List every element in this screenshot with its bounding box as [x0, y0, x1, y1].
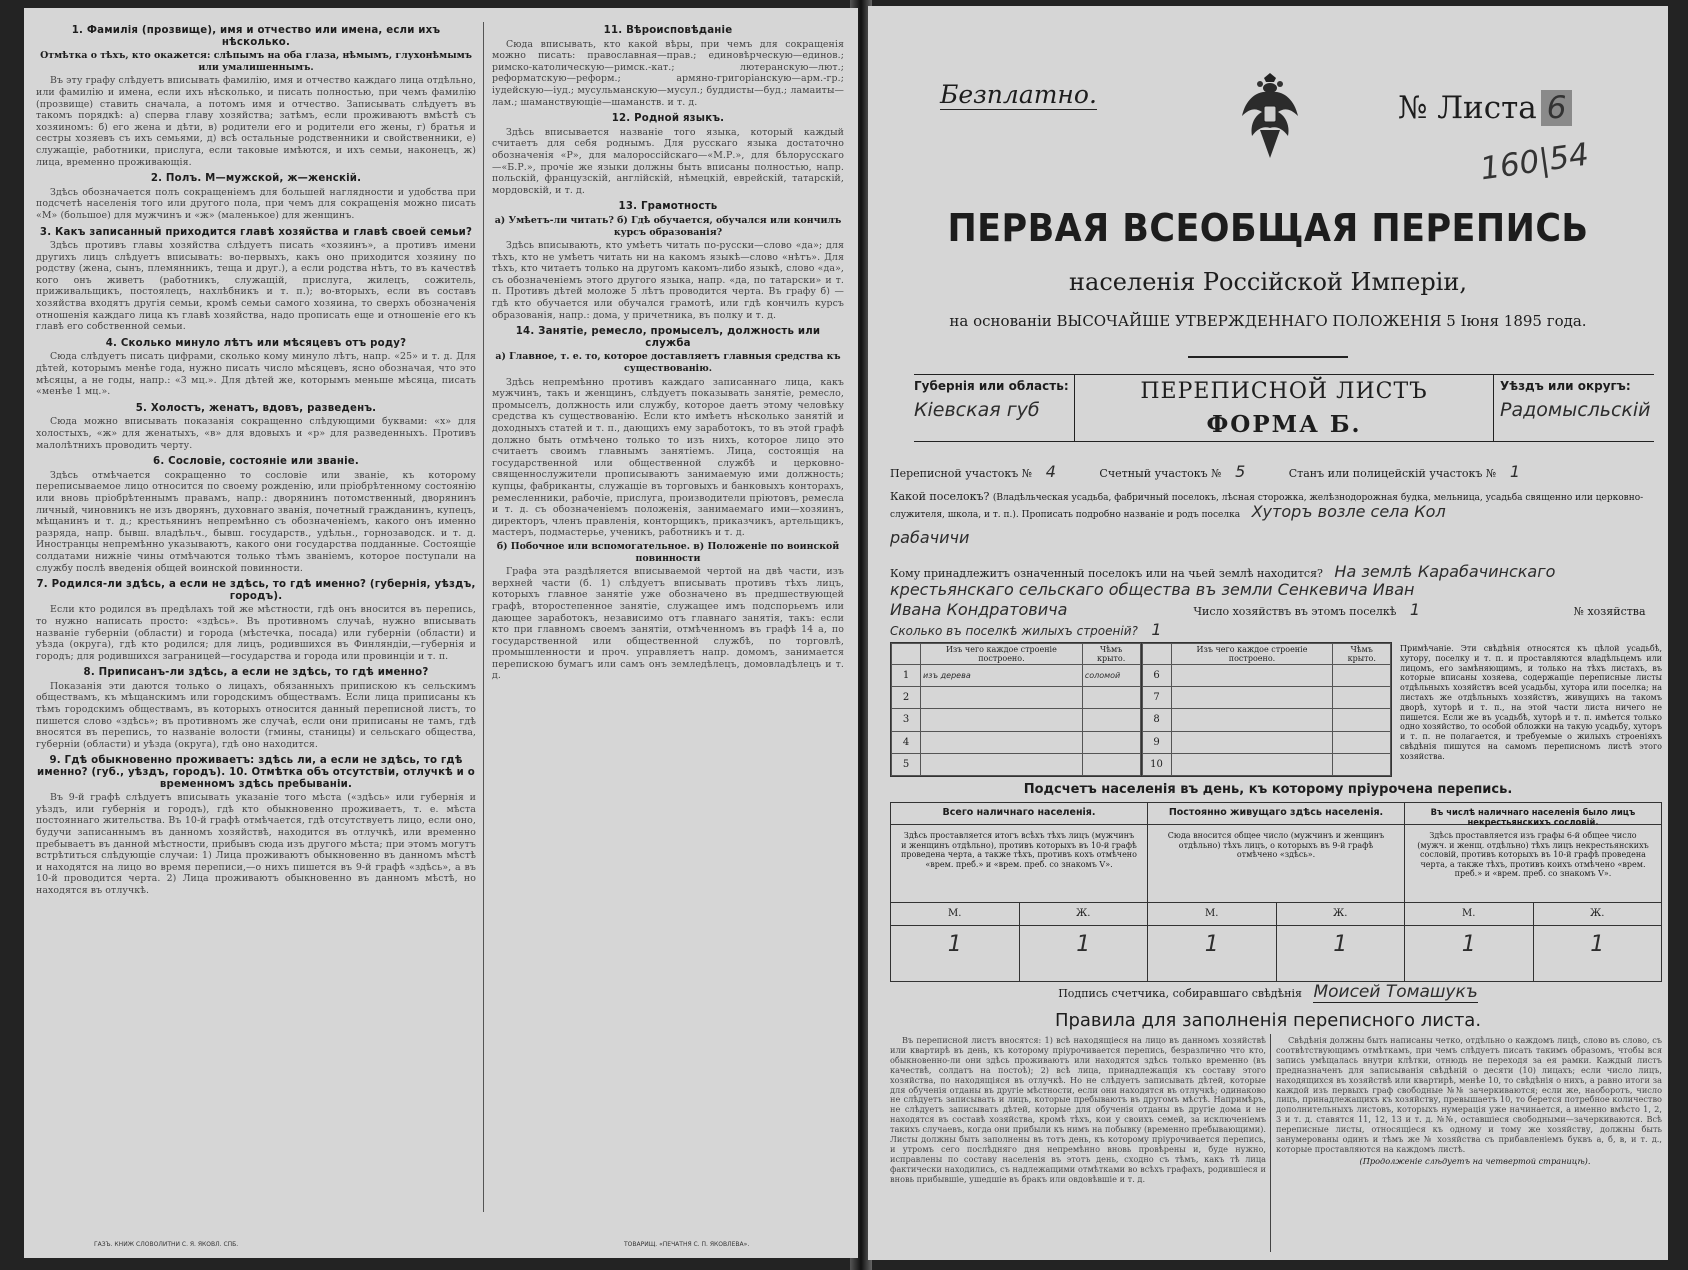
instruction-text: Сюда можно вписывать показанія сокращенно слѣдующими буквами: «х» для холостыхъ, «ж» для женатыхъ, «в» для вдовыхъ и «р» для разведенныхъ. Противъ малолѣтнихъ проводить черту. — [36, 416, 476, 451]
instruction-subheading: Отмѣтка о тѣхъ, кто окажется: слѣпымъ на оба глаза, нѣмымъ, глухонѣмымъ или умалишеннымъ. — [40, 50, 472, 73]
table-row: 4 — [892, 731, 1141, 753]
instruction-text: Показанія эти даются только о лицахъ, обязанныхъ припискою къ сельскимъ обществамъ, къ мѣщанскимъ или городскимъ обществамъ. Если лица приписаны къ тѣмъ городскимъ обществамъ, въ которыхъ относится данный переписной листъ, то пишется слово «здѣсь»; въ противномъ же случаѣ, если они приписаны не тамъ, гдѣ вносятся въ перепись, то названіе волости (гмины, станицы) и сельскаго общества, губерніи (области) и уѣзда (округа), гдѣ оно находится. — [36, 680, 476, 750]
material-header: Изъ чего каждое строеніе построено. — [921, 644, 1083, 665]
material-cell: изъ дерева — [921, 665, 1083, 687]
table-row: 5 — [892, 753, 1141, 775]
instruction-subheading: б) Побочное или вспомогательное. в) Положеніе по воинской повинности — [496, 540, 840, 564]
instruction-heading: 5. Холостъ, женатъ, вдовъ, разведенъ. — [135, 402, 377, 414]
count-value: 1 — [1148, 926, 1277, 981]
instruction-text: Здѣсь вписывается названіе того языка, который каждый считаетъ для себя роднымъ. Для русскаго языка достаточно обозначенія «Р», для малороссійскаго—«М.Р.», для бѣлорусскаго—«Б.Р.», прочіе же языки должны быть вписаны полностью, напр. польскій, французскій, англійскій, нѣмецкій, еврейскій, татарскій, мордовскій, и т. д. — [492, 126, 844, 196]
instruction-text: Здѣсь обозначается полъ сокращеніемъ для большей наглядности и удобства при подсчетѣ населенія того или другого пола, при чемъ для сокращенія можно писать «М» (большое) для мужчинъ и «ж» (маленькое) для женщинъ. — [36, 186, 476, 221]
signature-value: Моисей Томашукъ — [1313, 982, 1478, 1002]
owner-row — [890, 562, 1660, 581]
buildings-table — [890, 642, 1392, 777]
table-row: 3 — [892, 709, 1141, 731]
table-row: 10 — [1142, 753, 1391, 775]
material-header: Изъ чего каждое строеніе построено. — [1171, 644, 1333, 665]
rules-column-left: Въ переписной листъ вносятся: 1) всѣ находящіеся на лицо въ данномъ хозяйствѣ или квартирѣ въ день, къ которому пріурочивается перепись, безразлично что кто, обыкновенно-ли они здѣсь проживаютъ или находятся здѣсь только временно (въ качествѣ, солдатъ на постоѣ); 2) всѣ лица, принадлежащія къ составу этого хозяйства, по находящіяся въ отлучкѣ. Но не слѣдуетъ записывать дѣтей, которые для обученія отданы въ другіе мѣстности, если они находятся въ отлучкѣ; одинаково не слѣдуетъ записывать и лицъ, которые пребываютъ въ другомъ мѣстѣ. Напримѣръ, не слѣдуетъ записывать дѣтей, которые для обученія отданы въ другіе дома и не находятся въ составѣ хозяйства, кромѣ тѣхъ, кои у своихъ семей, за исключеніемъ такихъ случаевъ, когда они прибыли къ нимъ на побывку (временно пребывающими). Листы должны быть заполнены въ тотъ день, къ которому пріурочивается перепись, и утромъ сего послѣдняго дня непремѣнно вновь провѣрены и, буде нужно, исправлены по составу населенія въ этотъ день, сходно съ тѣмъ, какъ тѣ лица фактически находились, съ надлежащими отмѣтками во всѣхъ графахъ, родившіеся и вновь прибывшіе, ушедшіе въ бракъ или овдовѣвшіе и т. д. — [890, 1036, 1266, 1184]
census-sheet-header — [914, 374, 1654, 442]
count-value: 1 — [1076, 932, 1091, 957]
free-of-charge-label: Безплатно. — [940, 80, 1097, 109]
column-divider — [483, 22, 484, 1212]
dwellings-label: Сколько въ поселкѣ жилыхъ строеній? — [890, 624, 1138, 638]
rules-title: Правила для заполненія переписного листа. — [1054, 1010, 1482, 1031]
count-value: 1 — [1405, 926, 1534, 981]
instruction-heading: 8. Приписанъ-ли здѣсь, а если не здѣсь, то гдѣ именно? — [83, 667, 429, 679]
count-value: 1 — [1590, 932, 1605, 957]
gubernia-field — [914, 375, 1075, 441]
count-column-non-peasant: Въ числѣ наличнаго населенія было лицъ некрестьянскихъ сословій. Здѣсь проставляется изъ графы 6-й общее число (мужч. и женщ. отдѣльно) тѣхъ лицъ некрестьянскихъ сословій, противъ которыхъ въ 10-й графѣ проведена черта, а также тѣхъ, противъ коихъ отмѣчено «врем. преб.» и «врем. преб. со знакомъ V». М. Ж. 1 1 — [1405, 803, 1661, 981]
instruction-heading: 4. Сколько минуло лѣтъ или мѣсяцевъ отъ роду? — [105, 337, 407, 349]
instruction-subheading: а) Умѣетъ-ли читать? б) Гдѣ обучается, обучался или кончилъ курсъ образованія? — [494, 214, 842, 238]
instruction-text: Здѣсь отмѣчается сокращенно то сословіе или званіе, къ которому переписываемое лицо относится по своему рожденію, или пріобрѣтенному состоянію или вновь пріобрѣтеннымъ правамъ, напр.: дворянинъ потомственный, дворянинъ личный, чиновникъ не изъ дворянъ, духовнаго званія, почетный гражданинъ, купецъ, мѣщанинъ и т. д.; крестьянинъ непремѣнно съ обозначеніемъ, какого онъ именно разряда, напр. бывш. владѣльч., бывш. государств., удѣльн., горнозаводск. и т. д. Иностранцы непремѣнно указываютъ, какого они государства подданные. Состоящіе солдатами нижніе чины отмѣчаются только тѣмъ званіемъ, которое поступали на службу послѣ введенія общей воинской повинности. — [36, 469, 476, 574]
instruction-heading: 9. Гдѣ обыкновенно проживаетъ: здѣсь ли, а если не здѣсь, то гдѣ именно? (губ., уѣздъ, городъ). 10. Отмѣтка объ отсутствіи, отлучкѣ и о временномъ здѣсь пребываніи. — [37, 755, 475, 790]
roof-cell: соломой — [1082, 665, 1140, 687]
roof-header: Чѣмъ крыто. — [1082, 644, 1140, 665]
instruction-text: Въ эту графу слѣдуетъ вписывать фамилію, имя и отчество каждаго лица отдѣльно, или фамилію и имена, если ихъ нѣсколько, и писать полностью, при чемъ фамилію (прозвище) ставить сначала, а потомъ имя и отчество. Записывать слѣдуетъ въ такомъ порядкѣ: а) сперва главу хозяйства; затѣмъ, если проживаютъ вмѣстѣ съ хозяиномъ: б) его жена и дѣти, в) родители его и родители его жены, г) братья и сестры хозяевъ съ ихъ семьями, д) всѣ остальные родственники и свойственники, е) служащіе, работники, прислуга, если таковые имѣются, и ихъ семьи, наконецъ, ж) лица, временно проживающія. — [36, 75, 476, 168]
settlement-value-2: рабачичи — [890, 528, 970, 547]
census-form-page — [868, 6, 1668, 1260]
owner-value-2: крестьянскаго сельскаго общества въ земли Сенкевича Иван — [890, 580, 1415, 599]
uezd-field — [1493, 375, 1654, 441]
table-row: 9 — [1142, 731, 1391, 753]
population-count-title: Подсчетъ населенія въ день, къ которому пріурочена перепись. — [1023, 782, 1513, 797]
sheet-number-value: 6 — [1541, 90, 1573, 126]
signature-label: Подпись счетчика, собиравшаго свѣдѣнія — [1058, 987, 1302, 1000]
instruction-heading: 2. Полъ. М—мужской, ж—женскій. — [150, 173, 362, 185]
left-page — [24, 8, 858, 1258]
settlement-label: Какой поселокъ? — [890, 490, 990, 503]
form-subtitle: населенія Россійской Имперіи, — [1069, 268, 1467, 296]
instruction-text: Здѣсь непремѣнно противъ каждаго записаннаго лица, какъ мужчинъ, такъ и женщинъ, слѣдуетъ показывать занятіе, ремесло, промыселъ, должность или службу, которое даетъ этому человѣку средства къ существованію. Если кто имѣетъ нѣсколько занятій и доходныхъ статей и т. п., дающихъ ему заработокъ, то въ этой графѣ должно быть отмѣчено только то изъ нихъ, которое лицо это считаетъ своимъ главнымъ занятіемъ. Лица, состоящія на государственной или общественной службѣ и церковно-священнослужители прописываютъ занимаемую ими должность; купцы, фабриканты, служащіе въ торговыхъ и банковыхъ конторахъ, ремесленники, рабочіе, прислуга, производители пріютовъ, ремесла и т. д. съ обозначеніемъ положенія, занимаемаго ими—хозяинъ, директоръ, членъ правленія, конторщикъ, приказчикъ, артельщикъ, мастеръ, подмастерье, ученикъ, работникъ и т. д. — [492, 376, 844, 539]
sheet-number-label: № Листа — [1398, 90, 1537, 126]
count-value: 1 — [891, 926, 1020, 981]
owner-value-3: Ивана Кондратовича — [890, 600, 1068, 619]
district-numbers-row — [890, 462, 1660, 481]
settlement-note: (Владѣльческая усадьба, фабричный поселокъ, лѣсная сторожка, желѣзнодорожная будка, мельница, усадьба священно или церковно-служителя, школа, и т. п.). Прописать подробно названіе и родъ поселка — [890, 493, 1644, 520]
enumerator-signature-row — [868, 982, 1668, 1002]
instructions-column-left — [36, 20, 476, 1225]
form-decree-line: на основаніи ВЫСОЧАЙШЕ УТВЕРЖДЕННАГО ПОЛОЖЕНІЯ 5 Іюня 1895 года. — [949, 312, 1587, 330]
count-district-label: Счетный участокъ № — [1099, 467, 1222, 480]
buildings-table-right — [1142, 643, 1392, 776]
instruction-heading: 13. Грамотность — [618, 201, 718, 213]
count-district-value: 5 — [1235, 462, 1246, 481]
printer-note-right: ТОВАРИЩ. «ПЕЧАТНЯ С. П. ЯКОВЛЕВА». — [624, 1241, 750, 1248]
table-row: 2 — [892, 687, 1141, 709]
instruction-heading: 7. Родился-ли здѣсь, а если не здѣсь, то гдѣ именно? (губернія, уѣздъ, городъ). — [36, 579, 476, 602]
rules-divider — [1270, 1034, 1271, 1252]
gubernia-label: Губернія или область: — [914, 379, 1069, 393]
instruction-text: Сюда вписывать, кто какой вѣры, при чемъ для сокращенія можно писать: православная—прав.; единовѣрческую—единов.; римско-католическую—римск.-кат.; лютеранскую—лют.; реформатскую—реформ.; армяно-григоріанскую—арм.-гр.; іудейскую—іуд.; мусульманскую—мусул.; буддисты—буд.; ламаиты—лам.; шаманствующіе—шаманств. и т. д. — [492, 38, 844, 108]
table-row: 6 — [1142, 665, 1391, 687]
instructions-column-right — [492, 20, 844, 1225]
roof-header: Чѣмъ крыто. — [1333, 644, 1391, 665]
settlement-row — [890, 490, 1660, 522]
count-column-present: Всего наличнаго населенія. Здѣсь проставляется итогъ всѣхъ тѣхъ лицъ (мужчинъ и женщинъ отдѣльно), противъ которыхъ въ 10-й графѣ проведена черта, а также тѣхъ, противъ кохъ отмѣчено «врем. преб.» и «врем. преб. со знакомъ V». М. Ж. 1 1 — [891, 803, 1148, 981]
owner-label: Кому принадлежитъ означенный поселокъ или на чьей землѣ находится? — [890, 567, 1323, 580]
instruction-heading: 12. Родной языкъ. — [611, 113, 725, 125]
buildings-table-left — [891, 643, 1142, 776]
stan-value: 1 — [1509, 462, 1520, 481]
census-district-label: Переписной участокъ № — [890, 467, 1033, 480]
table-row: 1 изъ дерева соломой — [892, 665, 1141, 687]
uezd-label: Уѣздъ или округъ: — [1500, 379, 1631, 393]
census-district-value: 4 — [1045, 462, 1056, 481]
instruction-text: Здѣсь противъ главы хозяйства слѣдуетъ писать «хозяинъ», а противъ имени другихъ лицъ слѣдуетъ вписывать: во-первыхъ, какъ оно приходится хозяину по родству (жена, сынъ, племянникъ, теща и друг.), а если родства нѣтъ, то въ качествѣ кого онъ живетъ (работникъ, служащій, прислуга, жилецъ, сожитель, приживальщикъ, постоялецъ, нахлѣбникъ и т. п.); во-вторыхъ, если въ составъ хозяйства входятъ другія семьи, кромѣ семьи самого хозяина, то сверхъ обозначенія отношенія каждаго лица къ главѣ хозяйства, надо прописать еще и отношеніе его къ главѣ его собственной семьи. — [36, 240, 476, 333]
buildings-note: Примѣчаніе. Эти свѣдѣнія относятся къ цѣлой усадьбѣ, хутору, поселку и т. п. и проставляются владѣльцемъ или лицомъ, его замѣняющимъ, и только на тѣхъ листахъ, въ которые вписаны хозяева, содержащіе переписные листы отдѣльныхъ хозяйствъ всей усадьбы, хутора или поселка; на листахъ же отдѣльныхъ хозяйствъ, живущихъ на такомъ дворѣ, хуторѣ и т. п., на этой части листа ничего не пишется. Если же въ усадьбѣ, хуторѣ и т. п. имѣется только одно хозяйство, то особой обложки на такую усадьбу, хуторъ и т. п. не полагается, и требуемые о жилыхъ строеніяхъ свѣдѣнія пишутся на самомъ переписномъ листѣ этого хозяйства. — [1400, 644, 1662, 761]
rules-continued-note: (Продолженіе слѣдуетъ на четвертой страницѣ). — [1359, 1155, 1591, 1166]
buildings-header-row — [892, 644, 1141, 665]
count-column-permanent: Постоянно живущаго здѣсь населенія. Сюда вносится общее число (мужчинъ и женщинъ отдѣльно) тѣхъ лицъ, о которыхъ въ 9-й графѣ отмѣчено «здѣсь». М. Ж. 1 1 — [1148, 803, 1405, 981]
instruction-text: Въ 9-й графѣ слѣдуетъ вписывать указаніе того мѣста («здѣсь» или губернія и уѣздъ, или губернія и городъ), гдѣ кто обыкновенно проживаетъ, т. е. мѣста постояннаго жительства. Въ 10-й графѣ отмѣчается, гдѣ отсутствуетъ лицо, если оно, будучи записаннымъ въ данномъ хозяйствѣ, находится въ отлучкѣ, или временно пребываетъ въ данной мѣстности, прибывъ сюда изъ другого мѣста; при этомъ могутъ встрѣтиться слѣдующіе случаи: 1) Лица проживаютъ обыкновенно въ данномъ мѣстѣ и находятся на лицо во время переписи,—о нихъ пишется въ 9-й графѣ «здѣсь», а въ 10-й проводится черта. 2) Лица проживаютъ обыкновенно въ данномъ мѣстѣ, но находятся въ отлучкѣ. — [36, 792, 476, 896]
printer-note-left: ГАЗЪ. КНИЖ СЛОВОЛИТНИ С. Я. ЯКОВЛ. СПБ. — [94, 1241, 239, 1248]
stan-label: Станъ или полицейскій участокъ № — [1288, 467, 1497, 480]
dwellings-row — [890, 620, 1660, 639]
household-number-label: № хозяйства — [1573, 605, 1646, 618]
instruction-heading: 11. Вѣроисповѣданіе — [603, 25, 733, 36]
owner-row-3 — [890, 600, 1660, 619]
instruction-text: Здѣсь вписывають, кто умѣетъ читать по-русски—слово «да»; для тѣхъ, кто не умѣетъ читать ни на какомъ языкѣ—слово «нѣтъ». Для тѣхъ, кто читаетъ только на другомъ какомъ-либо языкѣ, слово «да», съ обозначеніемъ этого другого языка, напр. «да, по татарски» и т. п. Противъ дѣтей моложе 5 лѣтъ проводится черта. Въ графу б) —гдѣ кто обучается или обучался грамотѣ, или гдѣ кончилъ курсъ образованія, напр.: дома, у причетника, въ полку и т. д. — [492, 240, 844, 321]
instruction-text: Если кто родился въ предѣлахъ той же мѣстности, гдѣ онъ вносится въ перепись, то нужно написать просто: «здѣсь». Въ противномъ случаѣ, нужно вписывать названіе губерніи (области) и города (мѣстечка, посада) или губерніи (области) и уѣзда (округа), гдѣ кто родился; для лицъ, родившихся въ Финляндіи,—губернія и городъ; для родившихся заграницей—государства и города или провинціи и т. п. — [36, 604, 476, 662]
form-b-label: ФОРМА Б. — [1206, 411, 1362, 438]
settlement-row-2 — [890, 528, 1660, 547]
gubernia-value: Кіевская губ — [914, 399, 1040, 421]
sheet-number — [1398, 90, 1572, 126]
title-rule — [1188, 356, 1348, 358]
households-label: Число хозяйствъ въ этомъ поселкѣ — [1193, 605, 1397, 618]
rules-column-right: Свѣдѣнія должны быть написаны четко, отдѣльно о каждомъ лицѣ, слово въ слово, съ соотвѣтствующимъ отмѣткамъ, при чемъ слѣдуетъ писать такимъ образомъ, чтобы вся запись умѣщалась внутри клѣтки, отнюдь не переходя за ея рамки. Каждый листъ предназначенъ для записыванія свѣдѣній о десяти (10) лицахъ; если число лицъ, находящихся въ хозяйствѣ или квартирѣ, менѣе 10, то свѣдѣнія о нихъ, а равно итоги за каждой изъ первыхъ граф свободные №№ зачеркиваются; если же, наоборотъ, число лицъ, принадлежащихъ къ хозяйству, превышаетъ 10, то берется потребное количество дополнительныхъ листовъ, которыхъ нумерація уже начинается, а именно вмѣсто 1, 2, 3 и т. д. ставятся 11, 12, 13 и т. д. №№, оставшіеся свободными—зачеркиваются. Всѣ переписные листы, относящіеся къ одному и тому же хозяйству, должны быть занумерованы одинъ и тѣмъ же № хозяйства съ прибавленіемъ буквъ а, б, в, и т. д., которые проставляются на каждомъ листѣ. (Продолженіе слѣдуетъ на четвертой страницѣ). — [1276, 1036, 1662, 1166]
population-count-table — [890, 802, 1662, 982]
archive-number-handwritten: 160|54 — [1478, 136, 1592, 188]
table-row: 8 — [1142, 709, 1391, 731]
households-value: 1 — [1409, 600, 1421, 619]
buildings-header-row — [1142, 644, 1391, 665]
census-sheet-title: ПЕРЕПИСНОЙ ЛИСТЪ — [1140, 379, 1428, 404]
instruction-heading: 6. Сословіе, состояніе или званіе. — [153, 456, 359, 468]
instruction-heading: 14. Занятіе, ремесло, промыселъ, должность или служба — [515, 326, 821, 349]
table-row: 7 — [1142, 687, 1391, 709]
form-title: ПЕРВАЯ ВСЕОБЩАЯ ПЕРЕПИСЬ — [947, 206, 1589, 250]
count-value: 1 — [1333, 932, 1348, 957]
owner-row-2 — [890, 580, 1660, 599]
instruction-text: Графа эта раздѣляется вписываемой чертой на двѣ части, изъ верхней части (б. 1) слѣдуетъ вписывать противъ тѣхъ лицъ, которыхъ главное занятіе уже обозначено въ предшествующей графѣ, второстепенное занятіе, служащее имъ подспорьемъ или дающее заработокъ, независимо отъ главнаго занятія, такъ: если кто при главномъ своемъ занятіи, отмѣченномъ въ графѣ 14 а, по государственной или общественной службѣ, по торговлѣ, промышленности и проч. управляетъ напр. домомъ, занимается перепискою бумагъ или самъ онъ земледѣлецъ, домовладѣлецъ и т. д. — [492, 566, 844, 682]
instruction-text: Сюда слѣдуетъ писать цифрами, сколько кому минуло лѣтъ, напр. «25» и т. д. Для дѣтей, которымъ менѣе года, нужно писать число мѣсяцевъ, ясно обозначая, что это мѣсяцы, а не годы, напр.: «3 мц.». Для дѣтей же, которымъ меньше мѣсяца, писать «менѣе 1 мц.». — [36, 351, 476, 398]
owner-value-1: На землѣ Карабачинскаго — [1334, 562, 1556, 581]
instruction-subheading: а) Главное, т. е. то, которое доставляетъ главныя средства къ существованію. — [495, 351, 841, 375]
instruction-heading: 3. Какъ записанный приходится главѣ хозяйства и главѣ своей семьи? — [39, 226, 473, 238]
settlement-value-1: Хуторъ возле села Кол — [1251, 502, 1446, 521]
imperial-eagle-icon — [1240, 72, 1300, 162]
dwellings-value: 1 — [1151, 620, 1162, 639]
instruction-heading: 1. Фамилія (прозвище), имя и отчество или имена, если ихъ нѣсколько. — [71, 25, 441, 48]
uezd-value: Радомысльскій — [1500, 399, 1651, 421]
